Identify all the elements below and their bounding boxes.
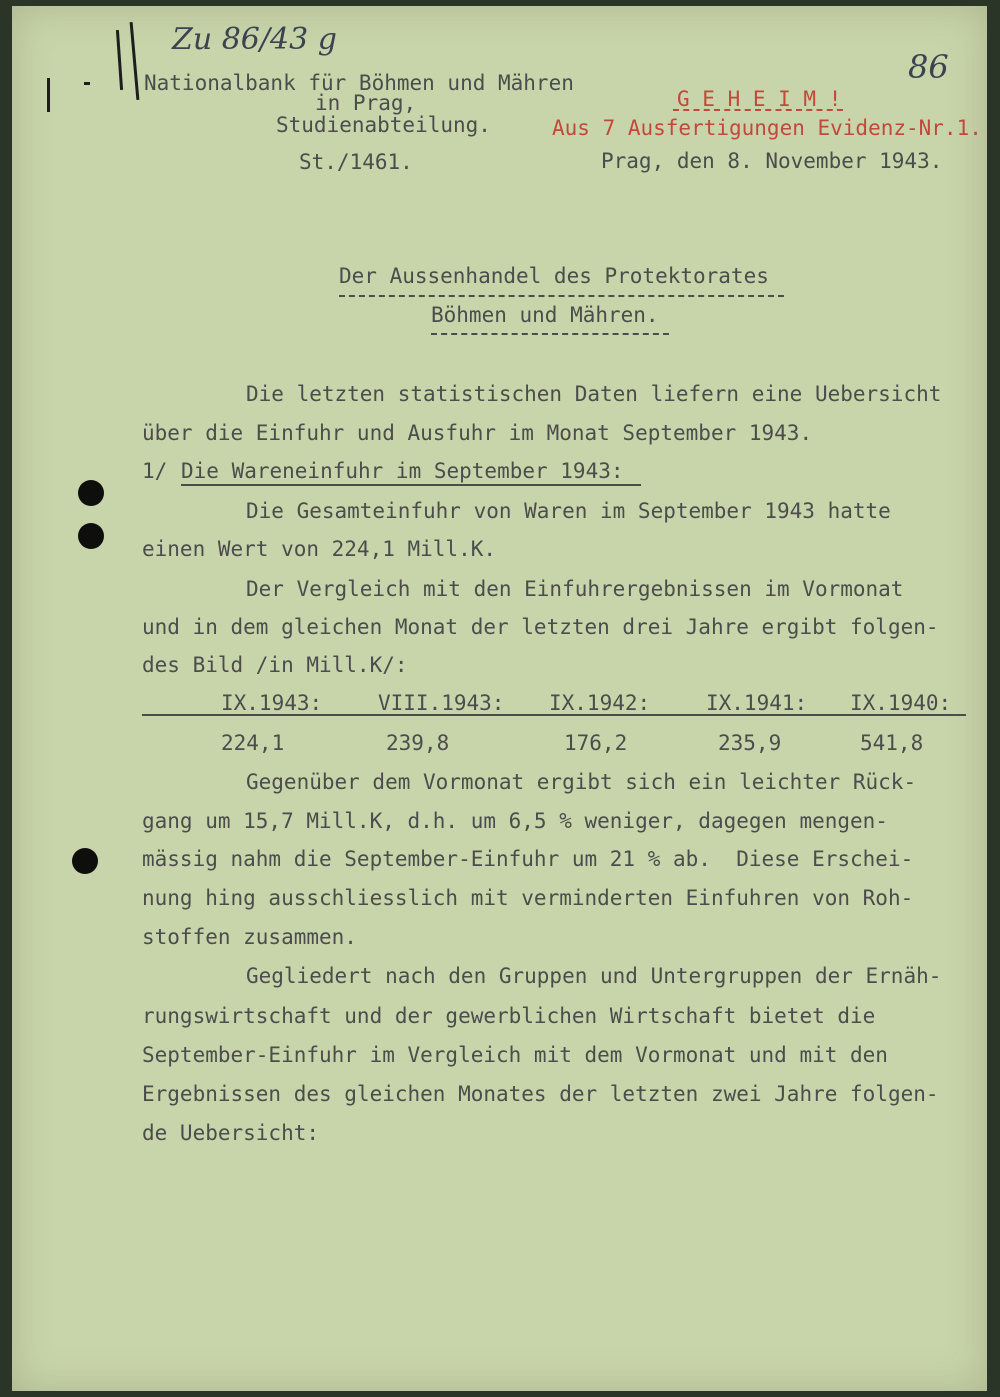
- body-line: stoffen zusammen.: [142, 925, 357, 949]
- table-header: VIII.1943:: [378, 691, 505, 715]
- table-header-rule: [142, 714, 966, 716]
- body-line: des Bild /in Mill.K/:: [142, 653, 408, 677]
- body-line: Gegliedert nach den Gruppen und Untergruppen der Ernäh-: [246, 964, 942, 988]
- punch-hole: [78, 523, 104, 549]
- bank-name: Nationalbank für Böhmen und Mähren: [144, 71, 574, 95]
- table-value: 176,2: [564, 731, 628, 755]
- place-date: Prag, den 8. November 1943.: [601, 149, 943, 173]
- reference-number: St./1461.: [299, 150, 413, 174]
- title-underline: [339, 295, 784, 297]
- body-line: gang um 15,7 Mill.K, d.h. um 6,5 % weniger, dagegen mengen-: [142, 809, 888, 833]
- body-line: Die letzten statistischen Daten liefern eine Uebersicht: [246, 382, 942, 406]
- section-title: Die Wareneinfuhr im September 1943:: [181, 459, 624, 483]
- classification-underline: [673, 109, 843, 111]
- body-line: rungswirtschaft und der gewerblichen Wirtschaft bietet die: [142, 1004, 876, 1028]
- body-line: Ergebnissen des gleichen Monates der letzten zwei Jahre folgen-: [142, 1082, 939, 1106]
- table-header: IX.1940:: [850, 691, 952, 715]
- punch-hole: [78, 480, 104, 506]
- department-name: Studienabteilung.: [276, 113, 491, 137]
- handwritten-page-number: 86: [908, 48, 949, 86]
- body-line: Der Vergleich mit den Einfuhrergebnissen im Vormonat: [246, 577, 904, 601]
- table-value: 239,8: [386, 731, 450, 755]
- punch-hole: [72, 848, 98, 874]
- body-line: nung hing ausschliesslich mit verminderten Einfuhren von Roh-: [142, 886, 914, 910]
- margin-mark: [47, 78, 50, 112]
- body-line: mässig nahm die September-Einfuhr um 21 % ab. Diese Erschei-: [142, 847, 914, 871]
- body-line: September-Einfuhr im Vergleich mit dem Vormonat und mit den: [142, 1043, 888, 1067]
- table-header: IX.1943:: [221, 691, 323, 715]
- body-line: und in dem gleichen Monat der letzten drei Jahre ergibt folgen-: [142, 615, 939, 639]
- body-line: Die Gesamteinfuhr von Waren im September 1943 hatte: [246, 499, 891, 523]
- handwritten-reference: Zu 86/43 g: [172, 22, 337, 57]
- table-value: 235,9: [718, 731, 782, 755]
- table-header: IX.1942:: [549, 691, 651, 715]
- body-line: de Uebersicht:: [142, 1121, 320, 1145]
- body-line: über die Einfuhr und Ausfuhr im Monat September 1943.: [142, 421, 813, 445]
- bank-city: in Prag,: [315, 91, 417, 115]
- margin-mark: [84, 82, 90, 85]
- document-title: Der Aussenhandel des Protektorates: [339, 264, 769, 288]
- body-line: einen Wert von 224,1 Mill.K.: [142, 537, 497, 561]
- document-subtitle: Böhmen und Mähren.: [431, 303, 659, 327]
- section-title-underline: [181, 484, 641, 486]
- body-line: Gegenüber dem Vormonat ergibt sich ein leichter Rück-: [246, 770, 917, 794]
- table-value: 224,1: [221, 731, 285, 755]
- subtitle-underline: [431, 333, 669, 335]
- section-number: 1/: [142, 459, 168, 483]
- copy-note: Aus 7 Ausfertigungen Evidenz-Nr.1.: [552, 116, 982, 140]
- table-header: IX.1941:: [706, 691, 808, 715]
- classification-stamp: G E H E I M !: [677, 87, 842, 111]
- table-value: 541,8: [860, 731, 924, 755]
